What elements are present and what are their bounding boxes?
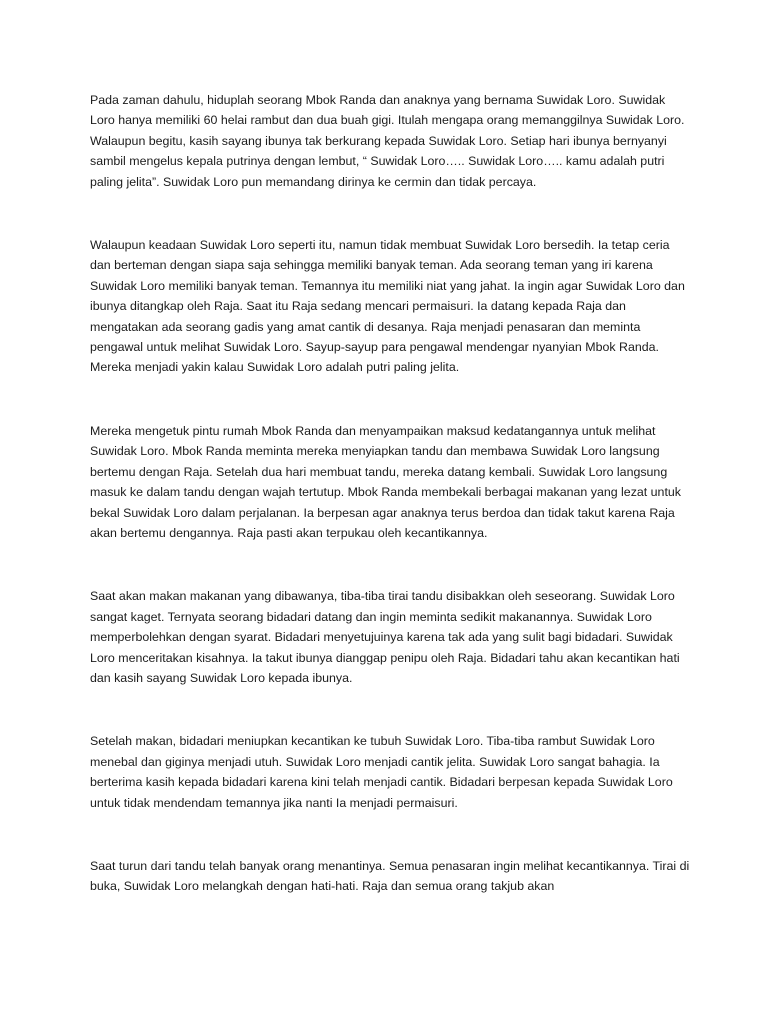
document-body [90,90,690,897]
paragraph-4: Saat akan makan makanan yang dibawanya, tiba-tiba tirai tandu disibakkan oleh seseorang. Suwidak Loro sangat kaget. Ternyata seorang bidadari datang dan ingin meminta sedikit makanannya. Suwidak Loro memperbolehkan dengan syarat. Bidadari menyetujuinya karena tak ada yang sulit bagi bidadari. Suwidak Loro menceritakan kisahnya. Ia takut ibunya dianggap penipu oleh Raja. Bidadari tahu akan kecantikan hati dan kasih sayang Suwidak Loro kepada ibunya. [90,589,680,685]
paragraph-2: Walaupun keadaan Suwidak Loro seperti itu, namun tidak membuat Suwidak Loro bersedih. Ia tetap ceria dan berteman dengan siapa saja sehingga memiliki banyak teman. Ada seorang teman yang iri karena Suwidak Loro memiliki banyak teman. Temannya itu memiliki niat yang jahat. Ia ingin agar Suwidak Loro dan ibunya ditangkap oleh Raja. Saat itu Raja sedang mencari permaisuri. Ia datang kepada Raja dan mengatakan ada seorang gadis yang amat cantik di desanya. Raja menjadi penasaran dan meminta pengawal untuk melihat Suwidak Loro. Sayup-sayup para pengawal mendengar nyanyian Mbok Randa. Mereka menjadi yakin kalau Suwidak Loro adalah putri paling jelita. [90,238,685,375]
paragraph-5: Setelah makan, bidadari meniupkan kecantikan ke tubuh Suwidak Loro. Tiba-tiba rambut Suwidak Loro menebal dan giginya menjadi utuh. Suwidak Loro menjadi cantik jelita. Suwidak Loro sangat bahagia. Ia berterima kasih kepada bidadari karena kini telah menjadi cantik. Bidadari berpesan kepada Suwidak Loro untuk tidak mendendam temannya jika nanti Ia menjadi permaisuri. [90,734,673,810]
paragraph-6: Saat turun dari tandu telah banyak orang menantinya. Semua penasaran ingin melihat kecantikannya. Tirai di buka, Suwidak Loro melangkah dengan hati-hati. Raja dan semua orang takjub akan [90,858,690,894]
paragraph-3: Mereka mengetuk pintu rumah Mbok Randa dan menyampaikan maksud kedatangannya untuk melihat Suwidak Loro. Mbok Randa meminta mereka menyiapkan tandu dan membawa Suwidak Loro langsung bertemu dengan Raja. Setelah dua hari membuat tandu, mereka datang kembali. Suwidak Loro langsung masuk ke dalam tandu dengan wajah tertutup. Mbok Randa membekali berbagai makanan yang lezat untuk bekal Suwidak Loro dalam perjalanan. Ia berpesan agar anaknya terus berdoa dan tidak takut karena Raja akan bertemu dengannya. Raja pasti akan terpukau oleh kecantikannya. [90,423,681,540]
paragraph-1: Pada zaman dahulu, hiduplah seorang Mbok Randa dan anaknya yang bernama Suwidak Loro. Suwidak Loro hanya memiliki 60 helai rambut dan dua buah gigi. Itulah mengapa orang memanggilnya Suwidak Loro. Walaupun begitu, kasih sayang ibunya tak berkurang kepada Suwidak Loro. Setiap hari ibunya bernyanyi sambil mengelus kepala putrinya dengan lembut, “ Suwidak Loro….. Suwidak Loro….. kamu adalah putri paling jelita”. Suwidak Loro pun memandang dirinya ke cermin dan tidak percaya. [90,93,685,189]
